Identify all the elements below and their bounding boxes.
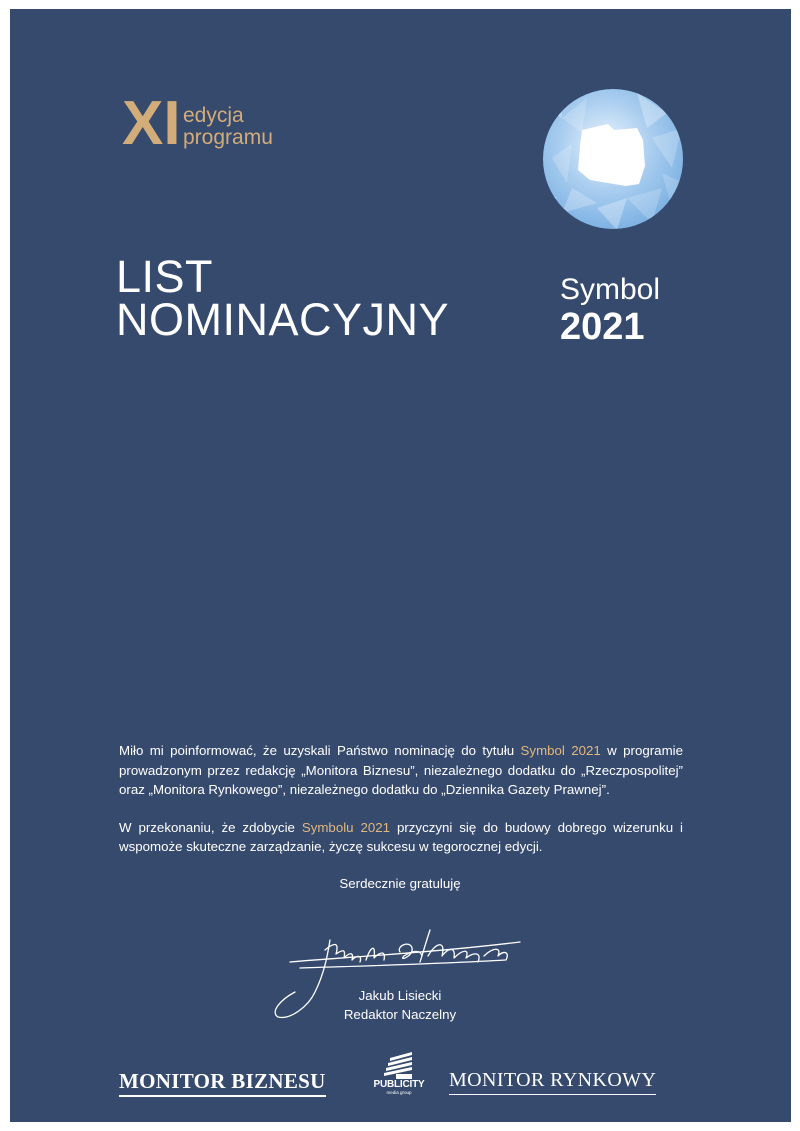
symbol-year: 2021 bbox=[560, 306, 645, 348]
award-name-highlight: Symbol 2021 bbox=[520, 743, 601, 758]
symbol-label: Symbol bbox=[560, 273, 661, 306]
svg-text:XI: XI bbox=[122, 89, 181, 154]
title-line1: LIST bbox=[116, 251, 214, 302]
edition-label bbox=[183, 105, 273, 149]
paragraph-2: W przekonaniu, że zdobycie Symbolu 2021 przyczyni się do budowy dobrego wizerunku i wspomoże skuteczne zarządzanie, życzę sukcesu w tegorocznej edycji. bbox=[119, 819, 683, 854]
signer-role: Redaktor Naczelny bbox=[343, 1007, 457, 1022]
monitor-rynkowy-logo: MONITOR RYNKOWY bbox=[449, 1069, 656, 1095]
signer-block bbox=[300, 986, 500, 1024]
publicity-logo bbox=[366, 1050, 432, 1100]
roman-numeral-xi-logo bbox=[120, 84, 182, 154]
award-name-highlight: Symbolu 2021 bbox=[301, 819, 391, 835]
publicity-tagline: media group bbox=[386, 1090, 412, 1095]
letter-body bbox=[119, 741, 683, 875]
signer-name: Jakub Lisiecki bbox=[358, 988, 442, 1003]
edition-line1: edycja bbox=[183, 104, 244, 127]
edition-badge bbox=[120, 84, 320, 154]
monitor-biznesu-logo: MONITOR BIZNESU bbox=[119, 1069, 326, 1097]
paragraph-1: Miło mi poinformować, że uzyskali Państwo nominację do tytułu Symbol 2021 w programie prowadzonym przez redakcję „Monitora Biznesu”, niezależnego dodatku do „Rzeczpospolitej” oraz „Monitora Rynkowego”, niezależnego dodatku do „Dziennika Gazety Prawnej”. bbox=[119, 743, 683, 797]
edition-line2: programu bbox=[183, 126, 273, 149]
publicity-wordmark: PUBLICITY bbox=[373, 1079, 425, 1090]
poland-map-crystal-icon bbox=[542, 88, 684, 230]
title-line2: NOMINACYJNY bbox=[116, 294, 450, 345]
document-title bbox=[116, 251, 450, 345]
publicity-building-icon bbox=[366, 1050, 432, 1080]
greeting: Serdecznie gratuluję bbox=[339, 876, 461, 891]
